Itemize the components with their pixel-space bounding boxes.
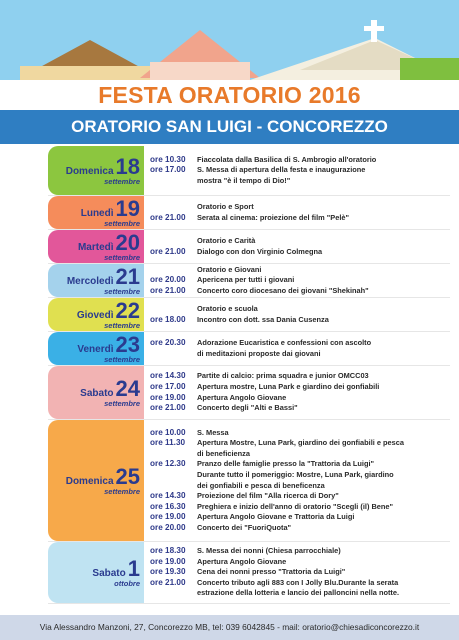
day-number: 25 [115, 463, 140, 489]
day-name: Giovedì [76, 309, 114, 321]
day-row [48, 230, 450, 264]
event-description: di meditazioni proposte dai giovani [197, 348, 321, 358]
day-row [48, 146, 450, 196]
day-month: settembre [104, 398, 140, 408]
event-time: ore 21.00 [150, 577, 186, 587]
events-list [144, 542, 450, 603]
day-name: Venerdì [77, 343, 114, 355]
event-time: ore 21.00 [150, 246, 186, 256]
event-description: Partite di calcio: prima squadra e junior OMCC03 [197, 371, 369, 381]
event-description: Durante tutto il pomeriggio: Mostre, Luna Park, giardino [197, 469, 394, 479]
events-list [144, 366, 450, 419]
events-list [144, 420, 450, 541]
event-description: Incontro con dott. ssa Dania Cusenza [197, 314, 329, 324]
event-description: Apertura Mostre, Luna Park, giardino dei gonfiabili e pesca [197, 438, 404, 448]
event-time: ore 16.30 [150, 501, 186, 511]
event-line [150, 393, 450, 404]
event-time: ore 21.00 [150, 403, 186, 413]
event-description: Proiezione del film "Alla ricerca di Dory" [197, 491, 339, 501]
event-line [150, 213, 450, 224]
day-month: settembre [104, 286, 140, 296]
event-time [150, 449, 197, 460]
event-time: ore 18.30 [150, 546, 186, 556]
event-description: estrazione della lotteria e lancio dei palloncini nella notte. [197, 588, 400, 598]
event-description: Concerto degli "Alti e Bassi" [197, 403, 298, 413]
events-list [144, 264, 450, 297]
day-number: 21 [115, 263, 140, 289]
event-line [150, 202, 450, 213]
event-description: di beneficienza [197, 448, 250, 458]
event-time: ore 10.30 [150, 154, 186, 164]
event-time: ore 14.30 [150, 491, 186, 501]
event-line [150, 165, 450, 176]
day-month: settembre [104, 252, 140, 262]
event-time: ore 17.00 [150, 165, 186, 175]
day-row [48, 542, 450, 604]
event-time: ore 20.30 [150, 337, 186, 347]
location-banner: ORATORIO SAN LUIGI - CONCOREZZO [0, 110, 459, 144]
event-line [150, 275, 450, 286]
day-number: 20 [115, 229, 140, 255]
event-line [150, 557, 450, 568]
event-description: Preghiera e inizio dell'anno di oratorio "Scegli (il) Bene" [197, 501, 394, 511]
event-description: Cena dei nonni presso "Trattoria da Luigi" [197, 567, 346, 577]
event-time: ore 19.00 [150, 556, 186, 566]
day-number: 18 [115, 153, 140, 179]
event-time: ore 11.30 [150, 438, 186, 448]
event-description: Fiaccolata dalla Basilica di S. Ambrogio all'oratorio [197, 154, 377, 164]
event-time [150, 236, 197, 247]
event-description: Oratorio e Giovani [197, 264, 262, 274]
event-time: ore 21.00 [150, 212, 186, 222]
event-line [150, 502, 450, 513]
day-name: Sabato [92, 567, 126, 579]
event-time: ore 21.00 [150, 285, 186, 295]
day-name: Sabato [80, 387, 114, 399]
event-line [150, 176, 450, 187]
event-time: ore 20.00 [150, 522, 186, 532]
event-line [150, 247, 450, 258]
event-line [150, 265, 450, 276]
event-time: ore 19.30 [150, 567, 186, 577]
event-line [150, 459, 450, 470]
event-time: ore 12.30 [150, 459, 186, 469]
event-line [150, 588, 450, 599]
day-row [48, 264, 450, 298]
day-name: Martedì [77, 241, 114, 253]
event-time [150, 202, 197, 213]
event-time [150, 588, 197, 599]
day-label [48, 146, 144, 195]
event-description: Dialogo con don Virginio Colmegna [197, 246, 323, 256]
event-line [150, 512, 450, 523]
day-row [48, 196, 450, 230]
event-description: Pranzo delle famiglie presso la "Trattoria da Luigi" [197, 459, 375, 469]
day-row [48, 298, 450, 332]
event-line [150, 578, 450, 589]
day-month: ottobre [114, 578, 140, 588]
event-line [150, 236, 450, 247]
event-line [150, 449, 450, 460]
event-description: S. Messa [197, 427, 229, 437]
day-number: 19 [115, 195, 140, 221]
event-time [150, 349, 197, 360]
event-description: Apertura Angolo Giovane [197, 392, 287, 402]
event-line [150, 371, 450, 382]
events-list [144, 230, 450, 263]
day-label [48, 332, 144, 365]
event-time [150, 470, 197, 481]
day-number: 1 [127, 555, 140, 581]
event-line [150, 438, 450, 449]
event-time: ore 19.00 [150, 392, 186, 402]
event-time [150, 265, 197, 276]
day-label [48, 196, 144, 229]
event-description: S. Messa di apertura della festa e inaugurazione [197, 165, 366, 175]
day-month: settembre [104, 320, 140, 330]
event-description: S. Messa dei nonni (Chiesa parrocchiale) [197, 546, 341, 556]
event-line [150, 349, 450, 360]
day-month: settembre [104, 354, 140, 364]
day-name: Domenica [65, 475, 114, 487]
day-label [48, 366, 144, 419]
event-line [150, 155, 450, 166]
event-time [150, 481, 197, 492]
event-description: dei gonfiabili e pesca di beneficenza [197, 480, 325, 490]
event-description: mostra "è il tempo di Dio!" [197, 175, 291, 185]
event-line [150, 304, 450, 315]
event-description: Oratorio e Carità [197, 235, 256, 245]
event-description: Oratorio e scuola [197, 303, 258, 313]
day-number: 22 [115, 297, 140, 323]
day-label [48, 230, 144, 263]
day-row [48, 366, 450, 420]
event-time: ore 17.00 [150, 381, 186, 391]
event-title: FESTA ORATORIO 2016 [98, 82, 361, 108]
event-time: ore 14.30 [150, 371, 186, 381]
event-description: Apericena per tutti i giovani [197, 275, 295, 285]
event-description: Concerto tributo agli 883 con I Jolly Blu.Durante la serata [197, 577, 399, 587]
event-time: ore 20.00 [150, 275, 186, 285]
day-number: 24 [115, 375, 140, 401]
event-time [150, 304, 197, 315]
events-list [144, 332, 450, 365]
day-label [48, 542, 144, 603]
day-month: settembre [104, 218, 140, 228]
event-time: ore 18.00 [150, 314, 186, 324]
event-time: ore 10.00 [150, 427, 186, 437]
event-line [150, 315, 450, 326]
events-list [144, 298, 450, 331]
day-number: 23 [115, 331, 140, 357]
event-description: Adorazione Eucaristica e confessioni con ascolto [197, 337, 372, 347]
events-list [144, 146, 450, 195]
event-line [150, 546, 450, 557]
event-description: Serata al cinema: proiezione del film "Pelè" [197, 212, 349, 222]
day-name: Domenica [65, 165, 114, 177]
event-line [150, 567, 450, 578]
event-description: Concerto coro diocesano dei giovani "Shekinah" [197, 285, 369, 295]
day-label [48, 264, 144, 297]
event-line [150, 481, 450, 492]
schedule [48, 146, 450, 604]
event-description: Concerto dei "FuoriQuota" [197, 522, 292, 532]
event-description: Apertura mostre, Luna Park e giardino dei gonfiabili [197, 381, 380, 391]
header-illustration [0, 0, 459, 80]
event-line [150, 523, 450, 534]
event-description: Apertura Angolo Giovane [197, 556, 287, 566]
event-description: Apertura Angolo Giovane e Trattoria da Luigi [197, 512, 355, 522]
day-row [48, 332, 450, 366]
day-row [48, 420, 450, 542]
event-time [150, 176, 197, 187]
event-line [150, 382, 450, 393]
event-description: Oratorio e Sport [197, 201, 254, 211]
day-label [48, 298, 144, 331]
day-name: Lunedì [80, 207, 114, 219]
event-line [150, 470, 450, 481]
day-label [48, 420, 144, 541]
event-line [150, 428, 450, 439]
event-time: ore 19.00 [150, 512, 186, 522]
event-line [150, 403, 450, 414]
events-list [144, 196, 450, 229]
day-month: settembre [104, 176, 140, 186]
event-line [150, 286, 450, 297]
day-month: settembre [104, 486, 140, 496]
contact-footer: Via Alessandro Manzoni, 27, Concorezzo MB, tel: 039 6042845 - mail: oratorio@chiesadiconcorezzo.it [0, 615, 459, 640]
event-line [150, 338, 450, 349]
event-line [150, 491, 450, 502]
day-name: Mercoledì [66, 275, 114, 287]
